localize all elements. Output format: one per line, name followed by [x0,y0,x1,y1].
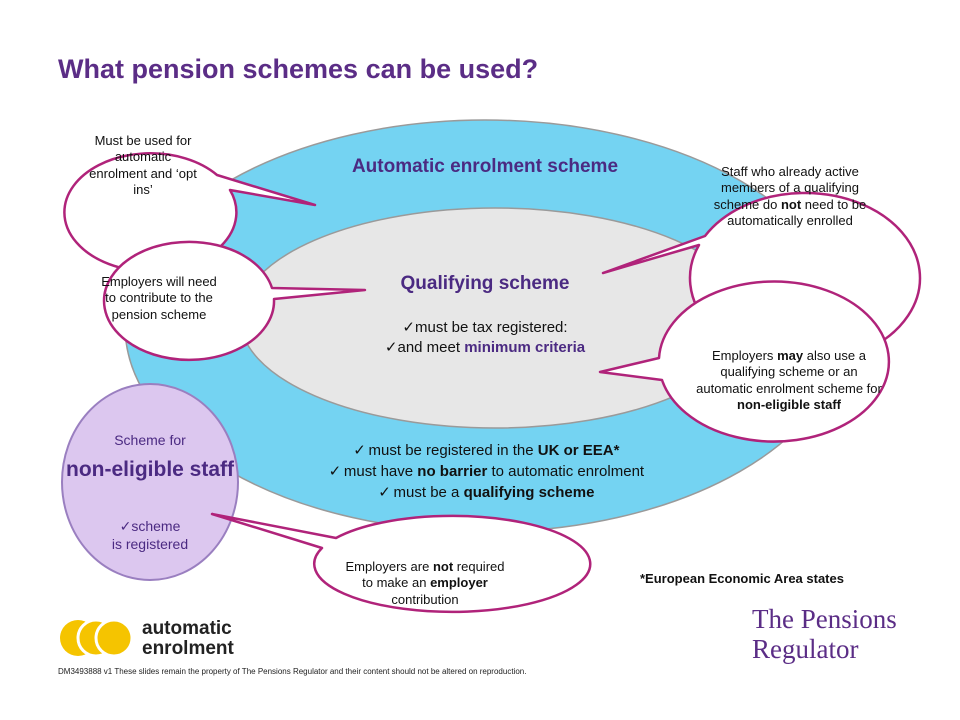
page-title: What pension schemes can be used? [58,54,539,84]
rings-icon [58,614,138,662]
callout-opt-in: Must be used for automatic enrolment and ‘opt ins’ [89,133,197,197]
check-icon: ✓ [402,319,415,336]
callout-staff: Staff who already active members of a qualifying scheme do not need to be automatically enrolled [713,164,867,228]
check-icon: ✓ [328,463,342,480]
non-eligible-label: Scheme for [114,432,186,448]
non-eligible-criteria: ✓scheme is registered [111,518,189,552]
eea-footnote: *European Economic Area states [640,571,844,586]
callout-contribute: Employers will need to contribute to the pension scheme [101,274,217,322]
logo-ae-line1: automatic [142,618,232,639]
callout-may: Employers may also use a qualifying scheme or an automatic enrolment scheme for non-eligible staff [696,348,882,412]
qualifying-criterion: ✓and meet minimum criteria [384,339,586,357]
check-icon: ✓ [119,518,132,534]
auto-criterion: ✓ must be registered in the UK or EEA* [270,440,700,461]
auto-scheme-title: Automatic enrolment scheme [351,156,619,177]
qualifying-scheme-title: Qualifying scheme [400,273,570,294]
logo-ae-line2: enrolment [142,638,234,659]
qualifying-criteria [300,318,670,359]
pensions-regulator-logo: The Pensions Regulator [752,604,897,664]
check-icon: ✓ [384,339,398,357]
auto-scheme-criteria [270,440,700,503]
check-icon: ✓ [378,484,391,501]
auto-criterion: ✓ must be a qualifying scheme [270,482,700,503]
check-icon: ✓ [353,442,366,459]
footer-disclaimer: DM3493888 v1 These slides remain the property of The Pensions Regulator and their content should not be altered on reproduction. [58,667,527,676]
automatic-enrolment-logo [58,614,258,662]
callout-not-required: Employers are not required to make an employer contribution [345,559,505,607]
qualifying-criterion: ✓must be tax registered: [402,319,568,336]
auto-criterion: ✓ must have no barrier to automatic enrolment [270,461,700,482]
non-eligible-title: non-eligible staff [66,458,234,481]
